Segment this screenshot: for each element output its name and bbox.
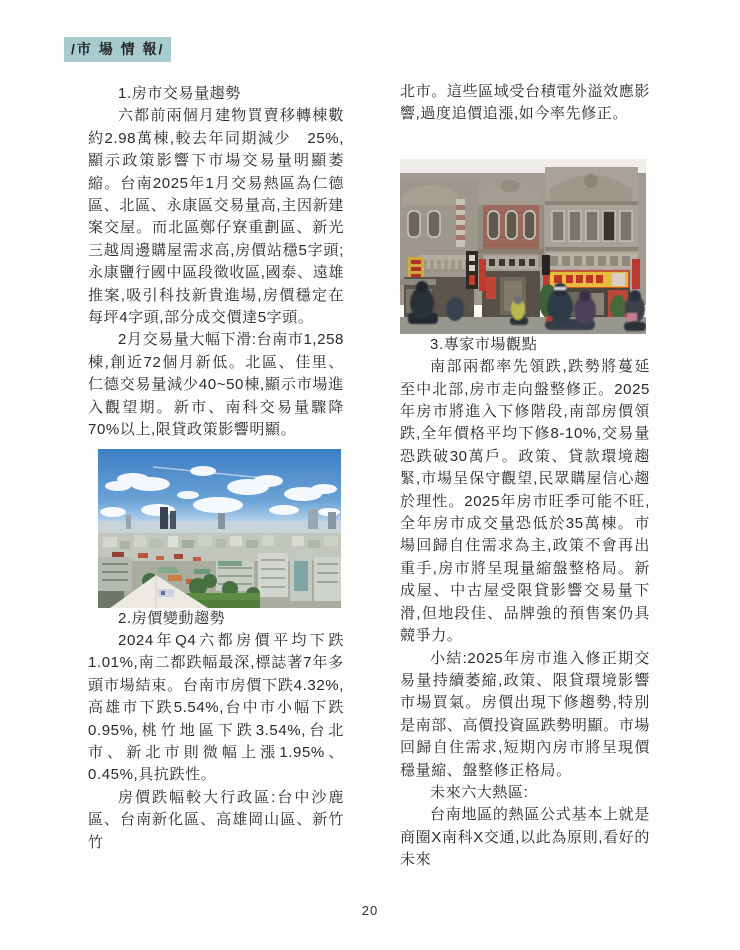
section1-paragraph-1: 六都前兩個月建物買賣移轉棟數約2.98萬棟,較去年同期減少 25%,顯示政策影響下市場交易量明顯萎縮。台南2025年1月交易熱區為仁德區、北區、永康區交易量高,主因新建案交屋。而北區鄭仔寮重劃區、新光三越周邊購屋需求高,房價站穩5字頭;永康鹽行國中區段徵收區,國泰、遠雄推案,吸引科技新貴進場,房價穩定在每坪4字頭,部分成交價達5字頭。: [88, 107, 344, 327]
future-hotzones-paragraph: 台南地區的熱區公式基本上就是商圈X南科X交通,以此為原則,看好的未來: [400, 806, 650, 869]
future-hotzones-heading: 未來六大熱區:: [430, 783, 529, 801]
section3-paragraph-1: 南部兩都率先領跌,跌勢將蔓延至中北部,房市走向盤整修正。2025年房市將進入下修階段,南部房價領跌,全年價格平均下修8-10%,交易量恐跌破30萬戶。政策、貸款環境趨緊,市場呈保守觀望,民眾購屋信心趨於理性。2025年房市旺季可能不旺,全年房市成交量恐低於35萬棟。市場回歸自住需求為主,政策不會再出重手,房市將呈現量縮盤整格局。新成屋、中古屋受限貸影響交易量下滑,但地段佳、品牌強的預售案仍具競爭力。: [400, 358, 650, 645]
cityscape-photo-svg: [98, 449, 341, 608]
section2-paragraph-1: 2024年Q4六都房價平均下跌1.01%,南二都跌幅最深,標誌著7年多頭市場結束。台南市房價下跌4.32%,高雄市下跌5.54%,台中市小幅下跌0.95%,桃竹地區下跌3.54%,台北市、新北市則微幅上漲1.95%、0.45%,具抗跌性。: [88, 631, 344, 784]
page-number: 20: [361, 903, 379, 918]
section1-heading: 1.房市交易量趨勢: [118, 85, 241, 102]
section2-heading: 2.房價變動趨勢: [118, 609, 226, 627]
summary-paragraph: 小結:2025年房市進入修正期交易量持續萎縮,政策、限貸環境影響市場買氣。房價出現下修趨勢,特別是南部、高價投資區跌勢明顯。市場回歸自住需求,短期內房市將呈現價穩量縮、盤整修正格局。: [400, 649, 650, 779]
right-column: [400, 81, 650, 872]
section3-heading: 3.專家市場觀點: [430, 335, 538, 353]
section-tag: /市 場 情 報/: [64, 37, 171, 62]
left-column: [88, 83, 344, 854]
street-photo: [400, 159, 646, 334]
section1-paragraph-2: 2月交易量大幅下滑:台南市1,258棟,創近72個月新低。北區、佳里、仁德交易量減少40~50棟,顯示市場進入觀望期。新市、南科交易量驟降70%以上,限貸政策影響明顯。: [88, 331, 344, 439]
street-photo-svg: [400, 159, 646, 334]
continuation-paragraph: 北市。這些區域受台積電外溢效應影響,過度追價追漲,如今率先修正。: [400, 83, 650, 123]
cityscape-photo: [98, 449, 341, 608]
section2-paragraph-2: 房價跌幅較大行政區:台中沙鹿區、台南新化區、高雄岡山區、新竹竹: [88, 788, 344, 851]
